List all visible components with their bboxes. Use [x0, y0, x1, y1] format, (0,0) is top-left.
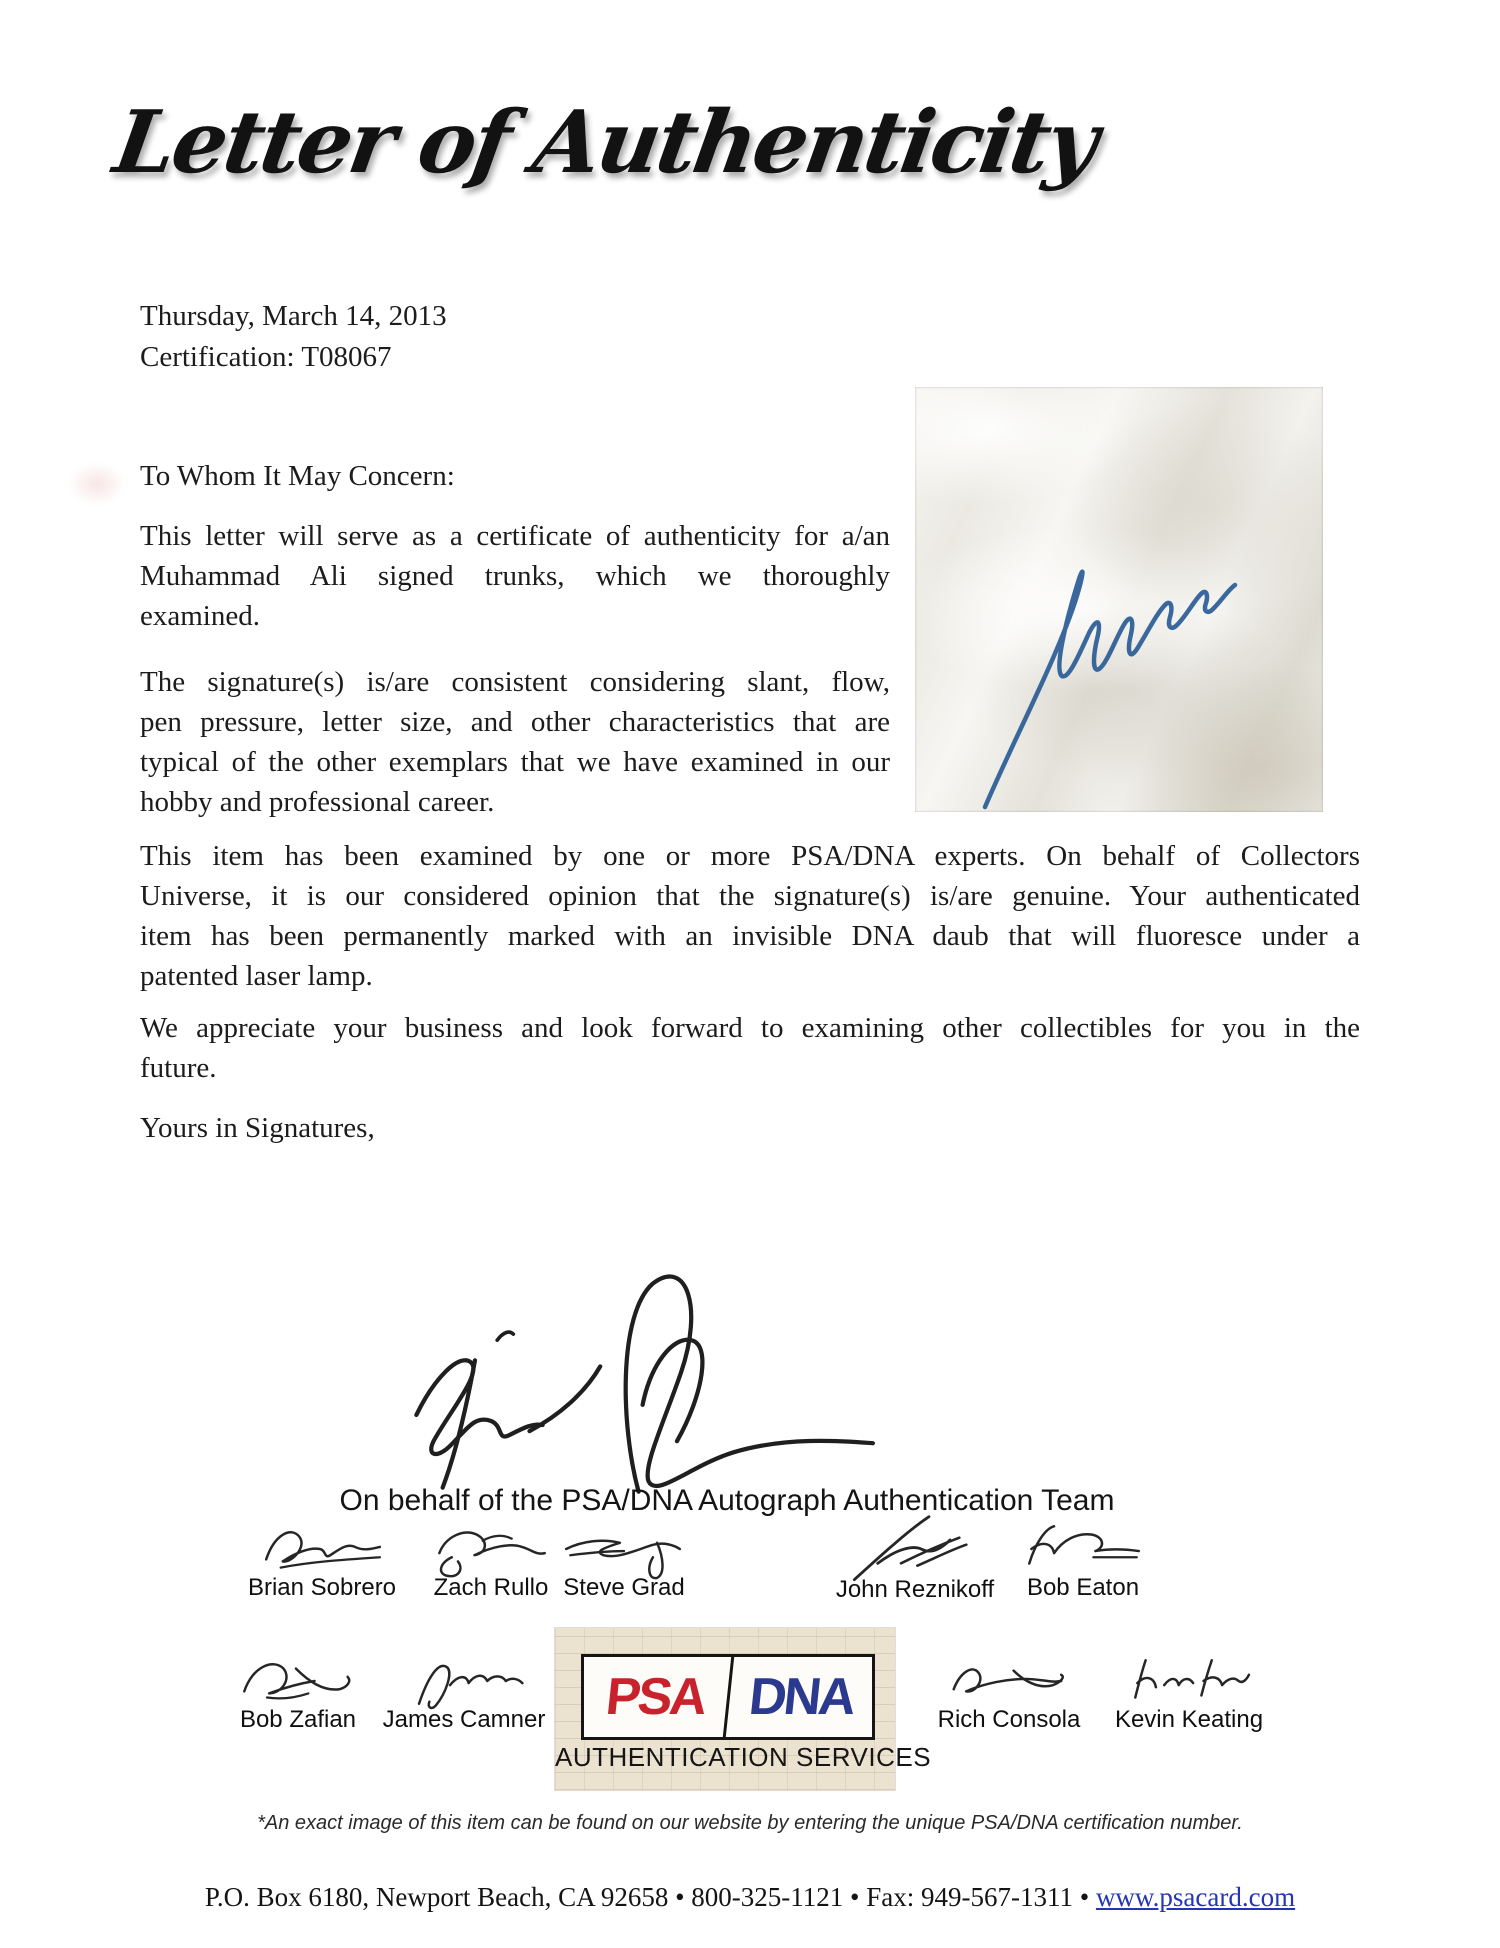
rich-consola-signature-icon — [927, 1650, 1092, 1712]
ali-signature-stroke — [985, 572, 1235, 807]
paragraph-line: The signature(s) is/are consistent considering slant, flow, — [140, 666, 890, 698]
team-member-name: Bob Zafian — [239, 1706, 357, 1733]
kevin-keating-signature-icon — [1104, 1650, 1274, 1712]
paragraph-line: We appreciate your business and look forward to examining other collectibles for you in the — [140, 1012, 1360, 1044]
team-member — [354, 1650, 574, 1734]
authenticator-signature-stroke — [530, 1366, 601, 1431]
team-member — [514, 1518, 734, 1602]
salutation: To Whom It May Concern: — [140, 460, 455, 492]
paragraph-line: patented laser lamp. — [140, 960, 373, 992]
letter-meta — [140, 296, 447, 378]
team-member-name: Zach Rullo — [433, 1574, 549, 1601]
team-member-name: Brian Sobrero — [247, 1574, 397, 1601]
james-camner-signature-icon — [377, 1650, 552, 1712]
psa-dna-logo — [555, 1628, 932, 1790]
dna-logo-text: DNA — [745, 1668, 856, 1726]
paragraph-3 — [140, 836, 1360, 996]
paragraph-4 — [140, 1008, 1360, 1088]
item-photo — [915, 387, 1323, 812]
bob-eaton-signature-icon — [998, 1518, 1168, 1580]
paragraph-line: Universe, it is our considered opinion that the signature(s) is/are genuine. Your authenticated — [140, 880, 1360, 912]
paragraph-line: examined. — [140, 600, 260, 632]
team-member-name: Kevin Keating — [1114, 1706, 1264, 1733]
website-footnote: *An exact image of this item can be found on our website by entering the unique PSA/DNA certification number. — [257, 1812, 1243, 1834]
address-line — [0, 1882, 1500, 1913]
paragraph-line: This item has been examined by one or more PSA/DNA experts. On behalf of Collectors — [140, 840, 1360, 872]
steve-grad-signature-icon — [539, 1518, 709, 1580]
certification-number: Certification: T08067 — [140, 341, 392, 373]
authenticator-signature-icon — [378, 1243, 883, 1501]
team-member-name: John Reznikoff — [835, 1576, 995, 1603]
paragraph-line: typical of the other exemplars that we have examined in our — [140, 746, 890, 778]
psa-logo-text: PSA — [580, 1657, 734, 1737]
paragraph-line: Muhammad Ali signed trunks, which we thoroughly — [140, 560, 890, 592]
paragraph-line: This letter will serve as a certificate of authenticity for a/an — [140, 520, 890, 552]
authenticator-signature-stroke — [416, 1360, 542, 1454]
paragraph-line: hobby and professional career. — [140, 786, 495, 818]
team-member-name: Bob Eaton — [1026, 1574, 1140, 1601]
paragraph-line: future. — [140, 1052, 217, 1084]
letter-date: Thursday, March 14, 2013 — [140, 300, 447, 332]
paragraph-1 — [140, 516, 890, 636]
scan-smudge — [68, 462, 126, 506]
website-link[interactable]: www.psacard.com — [1095, 1882, 1296, 1912]
team-member — [973, 1518, 1193, 1602]
authenticator-signature-stroke — [497, 1332, 513, 1340]
team-member-name: James Camner — [382, 1706, 546, 1733]
team-member — [1079, 1650, 1299, 1734]
on-behalf-line: On behalf of the PSA/DNA Autograph Authentication Team — [339, 1484, 1115, 1517]
authenticator-signature-stroke — [626, 1277, 873, 1492]
address-text: P.O. Box 6180, Newport Beach, CA 92658 • 800-325-1121 • Fax: 949-567-1311 • — [204, 1882, 1096, 1912]
page-title: Letter of Authenticity — [107, 92, 1103, 193]
psa-dna-logo-box — [581, 1654, 875, 1740]
authentication-services-label: AUTHENTICATION SERVICES — [555, 1742, 932, 1772]
paragraph-2 — [140, 662, 890, 822]
team-member-name: Rich Consola — [937, 1706, 1081, 1733]
paragraph-line: pen pressure, letter size, and other characteristics that are — [140, 706, 890, 738]
paragraph-line: item has been permanently marked with an invisible DNA daub that will fluoresce under a — [140, 920, 1360, 952]
ali-item-signature-icon — [915, 387, 1323, 812]
team-member-name: Steve Grad — [563, 1574, 685, 1601]
closing-line: Yours in Signatures, — [140, 1112, 375, 1144]
